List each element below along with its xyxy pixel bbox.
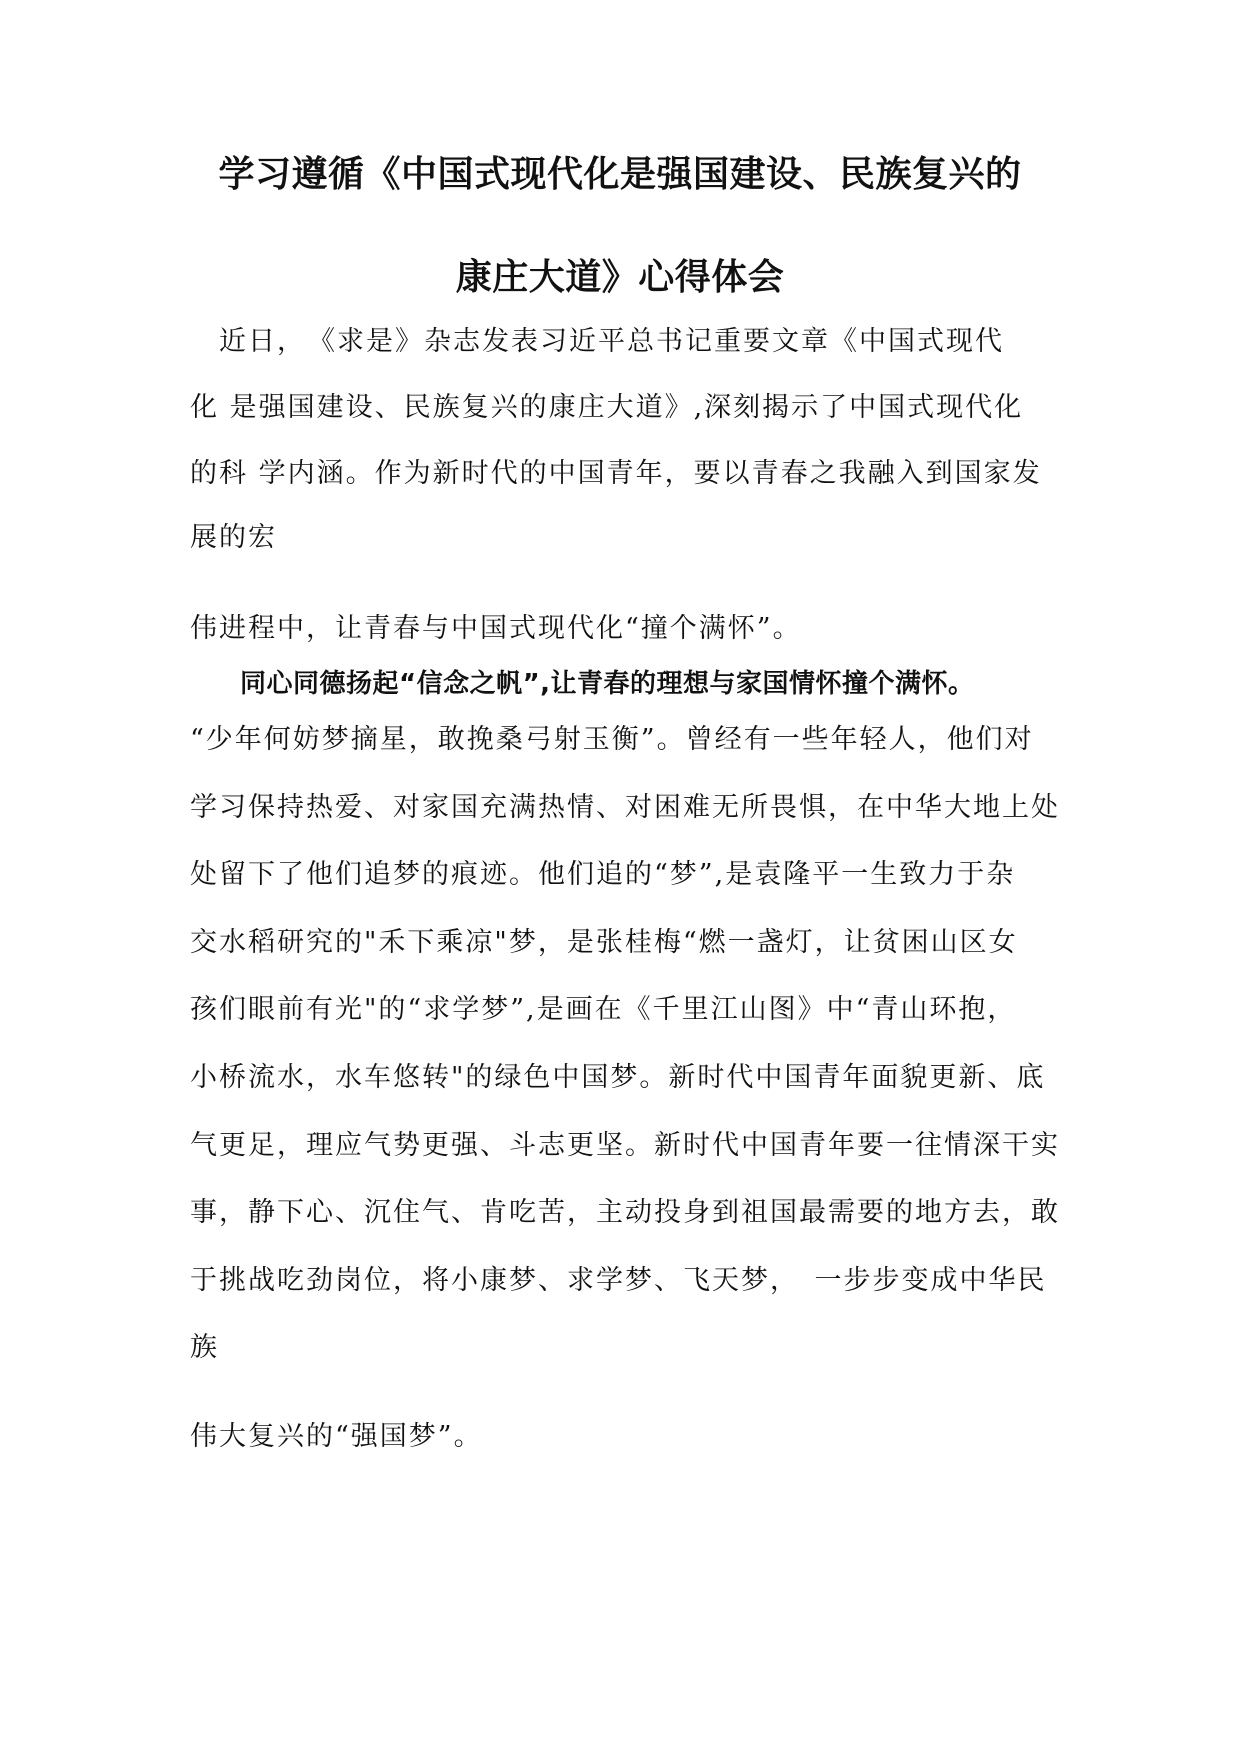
paragraph-line: 近日， 《求是》杂志发表习近平总书记重要文章《中国式现代 (190, 326, 1004, 357)
paragraph-line: 气更足，理应气势更强、斗志更坚。新时代中国青年要一往情深干实 (190, 1130, 1060, 1161)
paragraph-line: 展的宏 (190, 522, 277, 553)
paragraph-line: 小桥流水，水车悠转"的绿色中国梦。新时代中国青年面貌更新、底 (190, 1062, 1046, 1093)
paragraph-line: 伟大复兴的“强国梦”。 (190, 1421, 483, 1452)
paragraph-line: 处留下了他们追梦的痕迹。他们追的“梦”,是袁隆平一生致力于杂 (190, 859, 1016, 890)
paragraph-line: 族 (190, 1332, 219, 1363)
paragraph-line: 的科 学内涵。作为新时代的中国青年，要以青春之我融入到国家发 (190, 458, 1042, 489)
section-heading: 同心同德扬起“信念之帆”,让青春的理想与家国情怀撞个满怀。 (240, 669, 975, 699)
paragraph-line: 于挑战吃劲岗位，将小康梦、求学梦、飞天梦， 一步步变成中华民 (190, 1265, 1047, 1296)
paragraph-line: 学习保持热爱、对家国充满热情、对困难无所畏惧，在中华大地上处 (190, 792, 1060, 823)
paragraph-line: 交水稻研究的"禾下乘凉"梦，是张桂梅“燃一盏灯，让贫困山区女 (190, 927, 1018, 958)
paragraph-line: 化 是强国建设、民族复兴的康庄大道》,深刻揭示了中国式现代化 (190, 392, 1024, 423)
paragraph-line: 伟进程中，让青春与中国式现代化“撞个满怀”。 (190, 613, 802, 644)
paragraph-line: 孩们眼前有光"的“求学梦”,是画在《千里江山图》中“青山环抱， (190, 994, 1017, 1025)
paragraph-line: 事，静下心、沉住气、肯吃苦，主动投身到祖国最需要的地方去，敢 (190, 1197, 1060, 1228)
paragraph-line: “少年何妨梦摘星，敢挽桑弓射玉衡”。曾经有一些年轻人，他们对 (190, 724, 1034, 755)
document-title-line-2: 康庄大道》心得体会 (455, 257, 785, 298)
document-title-line-1: 学习遵循《中国式现代化是强国建设、民族复兴的 (218, 154, 1022, 195)
